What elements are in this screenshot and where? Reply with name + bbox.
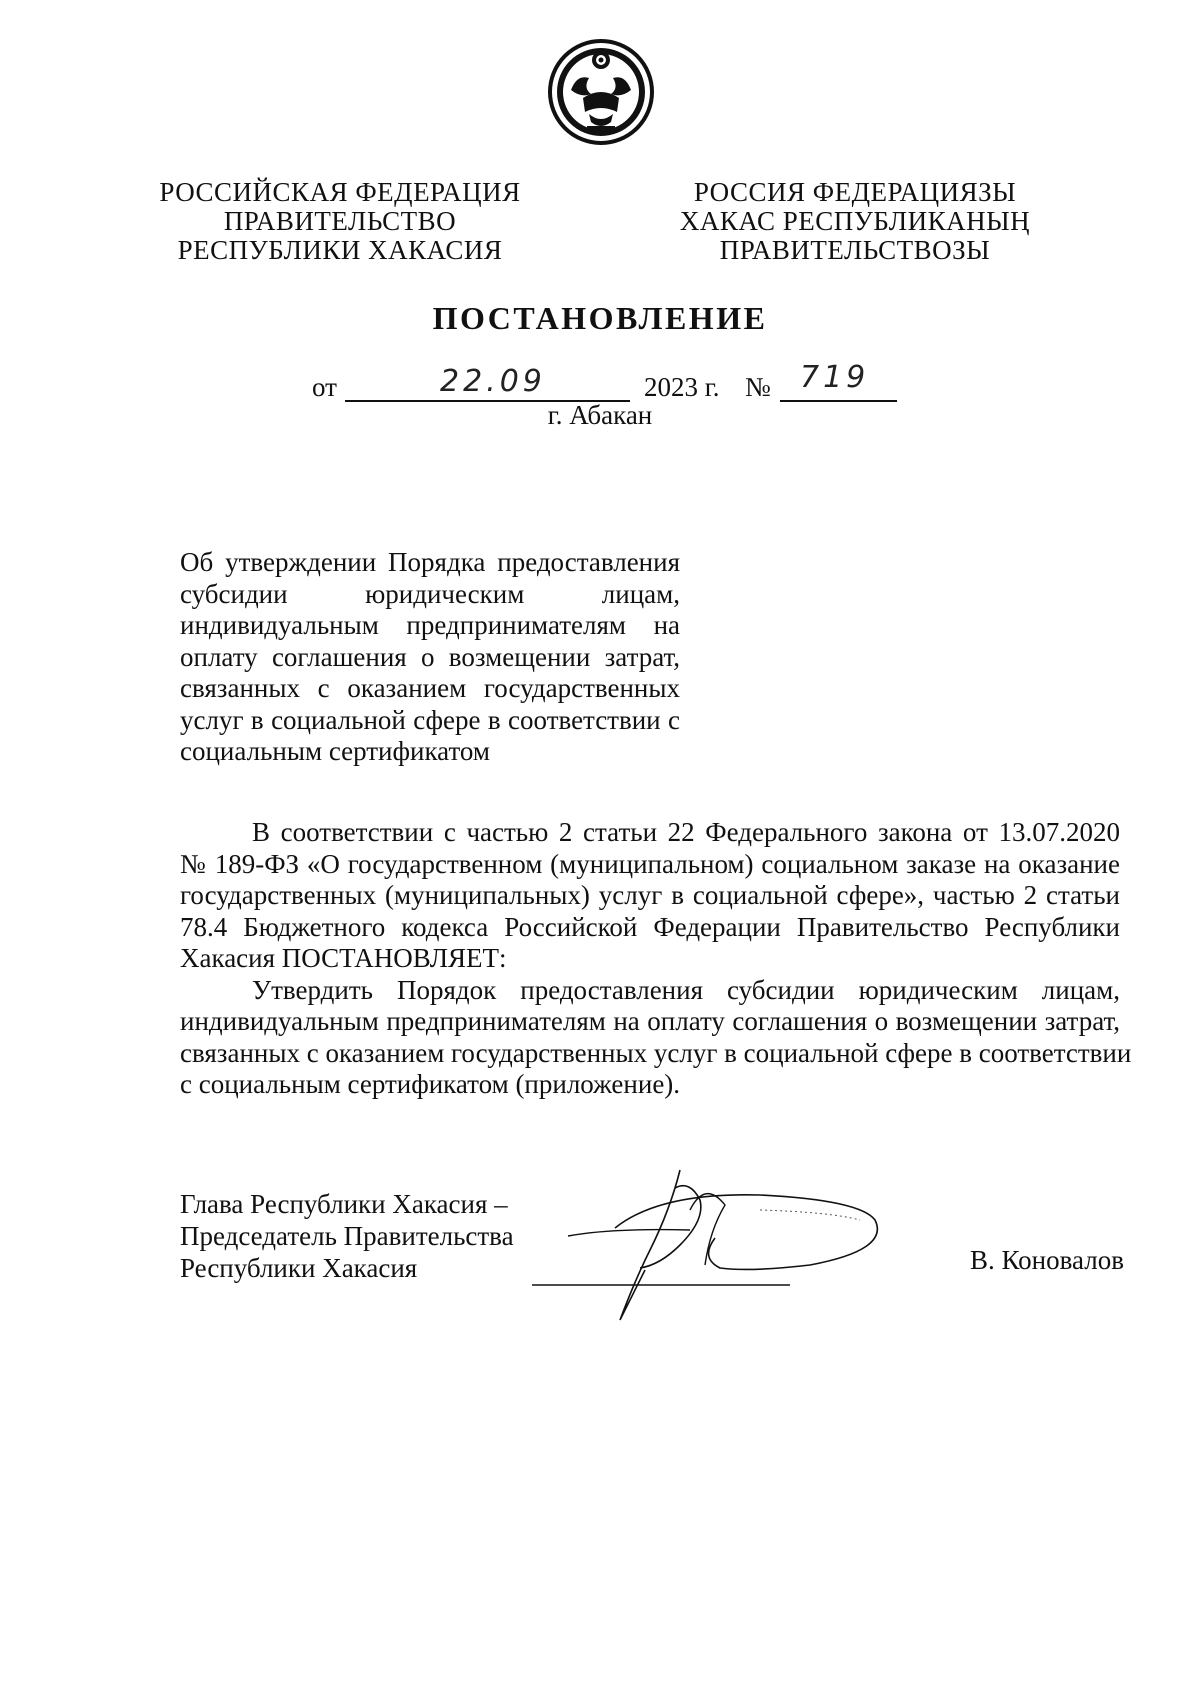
coat-of-arms-emblem — [547, 38, 655, 146]
body-line: государственных (муниципальных) услуг в социальной сфере», частью 2 статьи — [180, 880, 1120, 910]
year-label: 2023 г. — [644, 372, 720, 402]
header-left-line: РЕСПУБЛИКИ ХАКАСИЯ — [177, 235, 503, 265]
body-line: Хакасия ПОСТАНОВЛЯЕТ: — [180, 943, 507, 973]
body-line: с социальным сертификатом (приложение). — [180, 1069, 681, 1099]
subject-line: оплату соглашения о возмещении затрат, — [180, 641, 680, 672]
signatory-position — [180, 1188, 514, 1284]
body-line: индивидуальным предпринимателям на оплату соглашения о возмещении затрат, — [180, 1006, 1120, 1036]
header-left-line: РОССИЙСКАЯ ФЕДЕРАЦИЯ — [159, 177, 521, 207]
subject-line: услуг в социальной сфере в соответствии с — [180, 704, 680, 735]
signatory-position-line: Председатель Правительства — [180, 1221, 514, 1251]
number-handwritten: 719 — [800, 360, 870, 395]
signatory-name: В. Коновалов — [970, 1245, 1124, 1275]
subject-line: субсидии юридическим лицам, — [180, 578, 680, 609]
body-line: 78.4 Бюджетного кодекса Российской Федерации Правительство Республики — [180, 911, 1120, 942]
subject-line: Об утверждении Порядка предоставления — [180, 547, 680, 577]
signatory-position-line: Глава Республики Хакасия – — [180, 1189, 508, 1219]
header-left-line: ПРАВИТЕЛЬСТВО — [223, 206, 457, 236]
document-subject — [180, 547, 680, 768]
from-label: от — [312, 372, 337, 402]
header-right-line: РОССИЯ ФЕДЕРАЦИЯЗЫ — [693, 177, 1017, 207]
header-right-line: ПРАВИТЕЛЬСТВОЗЫ — [719, 235, 991, 265]
signatory-position-line: Республики Хакасия — [180, 1253, 418, 1283]
number-label: № — [745, 372, 771, 402]
body-line: № 189-ФЗ «О государственном (муниципальном) социальном заказе на оказание — [180, 848, 1120, 879]
header-right-khakas — [655, 178, 1055, 265]
body-line: связанных с оказанием государственных услуг в социальной сфере в соответствии — [180, 1037, 1132, 1068]
subject-line: индивидуальным предпринимателям на — [180, 610, 680, 640]
body-line: Утвердить Порядок предоставления субсидии юридическим лицам, — [252, 974, 1120, 1005]
city-label: г. Абакан — [547, 400, 653, 430]
subject-line: социальным сертификатом — [180, 736, 490, 766]
document-body — [180, 817, 1132, 1101]
subject-line: связанных с оказанием государственных — [180, 673, 680, 703]
header-left-russian — [150, 178, 530, 265]
document-title: ПОСТАНОВЛЕНИЕ — [432, 300, 768, 336]
body-line: В соответствии с частью 2 статьи 22 Федерального закона от 13.07.2020 — [252, 817, 1120, 847]
date-handwritten: 22.09 — [440, 364, 546, 399]
header-right-line: ХАКАС РЕСПУБЛИКАНЫҢ — [679, 206, 1031, 236]
handwritten-signature-icon — [530, 1150, 930, 1330]
